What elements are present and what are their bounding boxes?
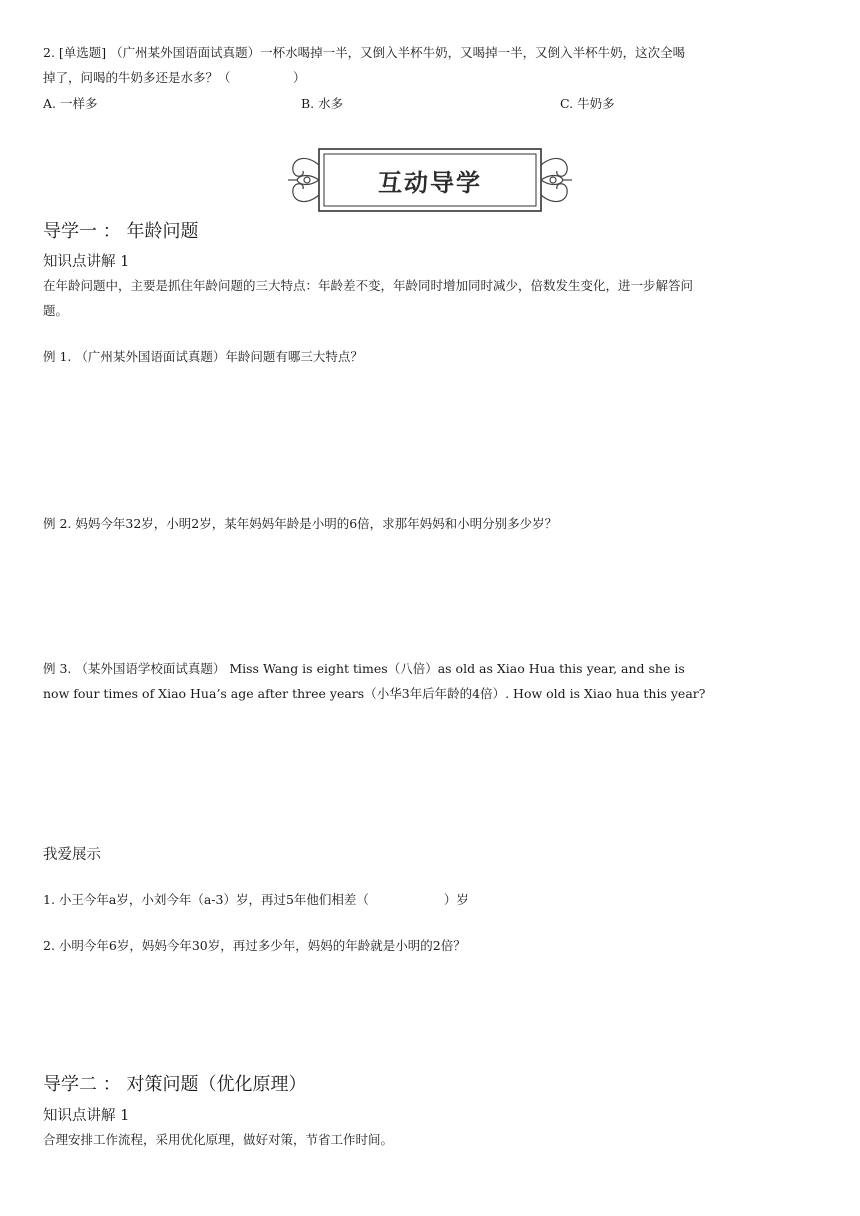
- example-2: 例 2. 妈妈今年32岁，小明2岁，某年妈妈年龄是小明的6倍，求那年妈妈和小明分别多少岁？: [43, 516, 558, 531]
- example-1: 例 1. （广州某外国语面试真题）年龄问题有哪三大特点？: [43, 349, 363, 364]
- section-2-title: 导学二 ： 对策问题（优化原理）: [43, 1074, 307, 1095]
- banner-title: 互动导学: [378, 169, 482, 197]
- question-2-line-2: 掉了，问喝的牛奶多还是水多？（ ）: [43, 70, 306, 85]
- section-2-text: 合理安排工作流程，采用优化原理，做好对策，节省工作时间。: [43, 1132, 394, 1147]
- showcase-item-2: 2. 小明今年6岁，妈妈今年30岁，再过多少年，妈妈的年龄就是小明的2倍？: [43, 938, 466, 953]
- example-3-line-1: 例 3. （某外国语学校面试真题） Miss Wang is eight times（八倍）as old as Xiao Hua this year, and she is: [43, 661, 685, 676]
- section-1-text-line-2: 题。: [43, 303, 69, 318]
- interactive-learning-banner: [285, 145, 575, 215]
- option-b: B. 水多: [301, 96, 344, 111]
- section-1-title: 导学一 ： 年龄问题: [43, 221, 199, 242]
- section-1-text-line-1: 在年龄问题中，主要是抓住年龄问题的三大特点：年龄差不变，年龄同时增加同时减少，倍数发生变化，进一步解答问: [43, 278, 694, 293]
- section-1-subtitle: 知识点讲解 1: [43, 254, 130, 270]
- question-2-line-1: 2. [单选题] （广州某外国语面试真题）一杯水喝掉一半，又倒入半杯牛奶，又喝掉一半，又倒入半杯牛奶，这次全喝: [43, 45, 686, 60]
- option-a: A. 一样多: [43, 96, 98, 111]
- showcase-item-1: 1. 小王今年a岁，小刘今年（a-3）岁，再过5年他们相差（ ）岁: [43, 892, 469, 907]
- showcase-title: 我爱展示: [43, 847, 101, 863]
- example-3-line-2: now four times of Xiao Hua’s age after three years（小华3年后年龄的4倍）. How old is Xiao hua this year?: [43, 686, 706, 701]
- section-2-subtitle: 知识点讲解 1: [43, 1108, 130, 1124]
- option-c: C. 牛奶多: [560, 96, 615, 111]
